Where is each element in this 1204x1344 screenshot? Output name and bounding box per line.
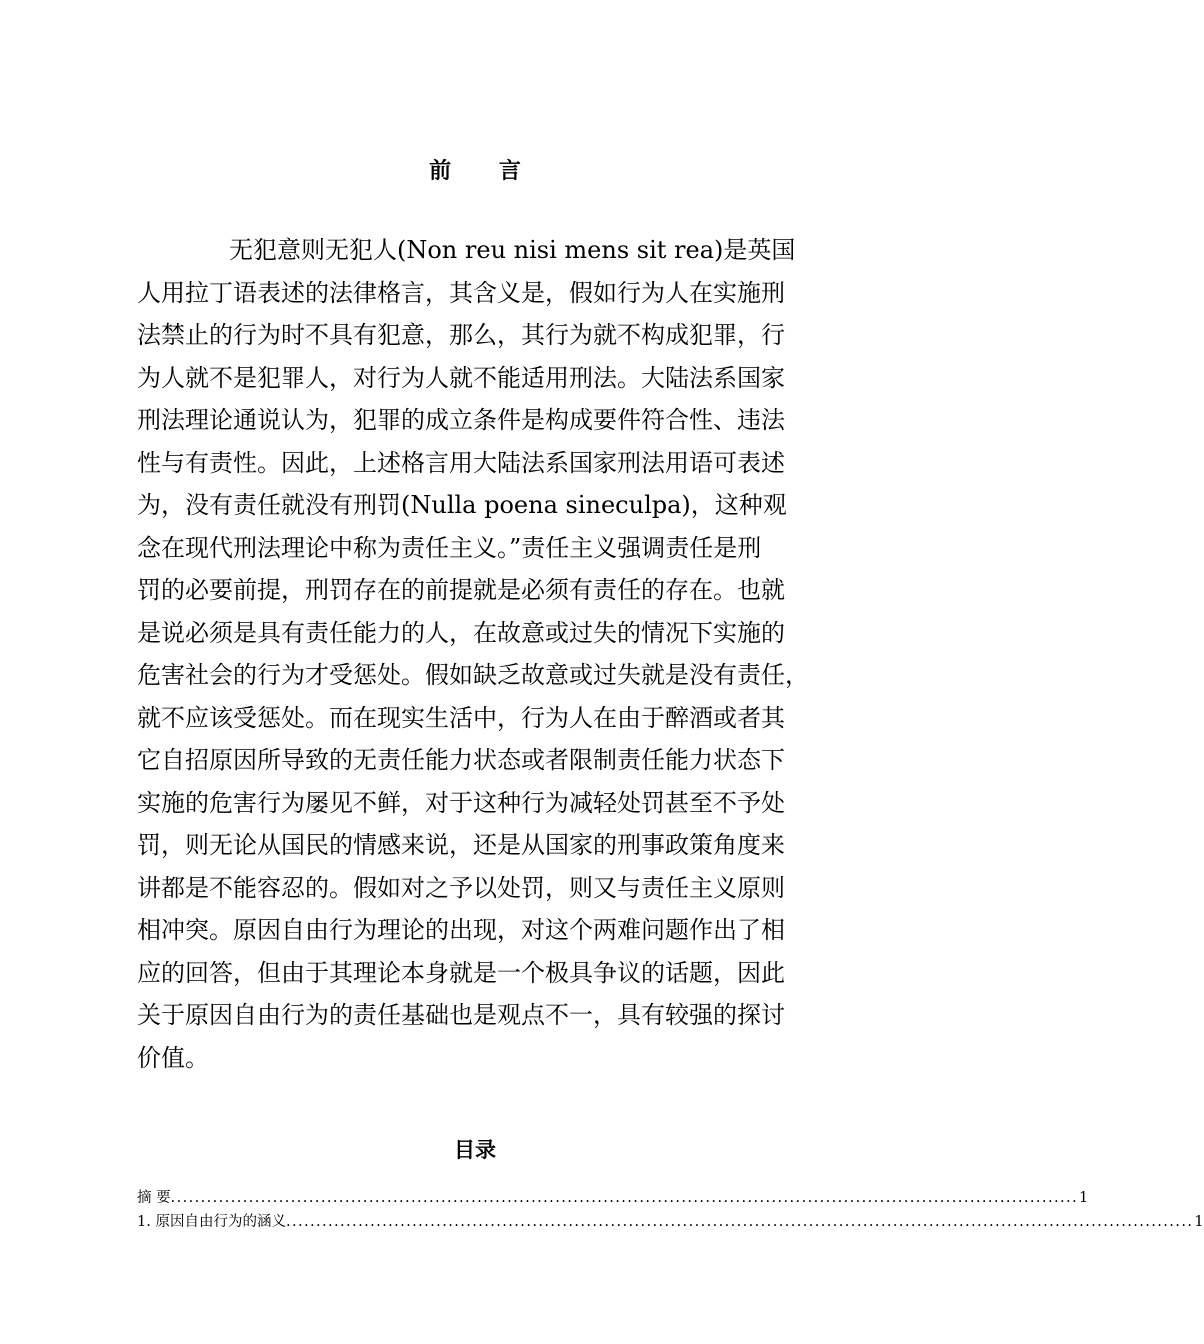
toc-entry-chapter-1[interactable] — [137, 1210, 1204, 1234]
paragraph-line: 它自招原因所导致的无责任能力状态或者限制责任能力状态下 — [137, 746, 785, 774]
toc-entry-label: 1. 原因自由行为的涵义 — [137, 1214, 286, 1230]
paragraph-line: 实施的危害行为屡见不鲜，对于这种行为减轻处罚甚至不予处 — [137, 788, 785, 817]
paragraph-line: 相冲突。原因自由行为理论的出现，对这个两难问题作出了相 — [137, 916, 785, 944]
paragraph-line: 法禁止的行为时不具有犯意，那么，其行为就不构成犯罪，行 — [137, 321, 785, 349]
paragraph-line: 刑法理论通说认为，犯罪的成立条件是构成要件符合性、违法 — [137, 406, 785, 434]
paragraph-line: 人用拉丁语表述的法律格言，其含义是，假如行为人在实施刑 — [137, 278, 785, 307]
paragraph-line: 无犯意则无犯人(Non reu nisi mens sit rea)是英国 — [229, 236, 796, 264]
paragraph-line: 是说必须是具有责任能力的人，在故意或过失的情况下实施的 — [137, 618, 785, 647]
toc-entry-page: 1 — [1079, 1190, 1089, 1206]
toc-leader-dots: ....................................................................................................................................................... — [170, 1190, 1078, 1206]
preface-paragraph — [137, 229, 827, 1079]
paragraph-line: 关于原因自由行为的责任基础也是观点不一，具有较强的探讨 — [137, 1001, 785, 1029]
toc-entry-label: 摘 要 — [137, 1190, 171, 1206]
paragraph-line: 为，没有责任就没有刑罚(Nulla poena sineculpa)，这种观 — [137, 491, 787, 519]
paragraph-line: 为人就不是犯罪人，对行为人就不能适用刑法。大陆法系国家 — [137, 363, 785, 392]
paragraph-line: 罚的必要前提，刑罚存在的前提就是必须有责任的存在。也就 — [137, 576, 785, 604]
paragraph-line: 性与有责性。因此，上述格言用大陆法系国家刑法用语可表述 — [137, 448, 785, 477]
toc-leader-dots: ....................................................................................................................................................... — [285, 1214, 1194, 1230]
paragraph-line: 讲都是不能容忍的。假如对之予以处罚，则又与责任主义原则 — [137, 873, 785, 902]
paragraph-line: 念在现代刑法理论中称为责任主义。”责任主义强调责任是刑 — [137, 533, 762, 562]
paragraph-line: 应的回答，但由于其理论本身就是一个极具争议的话题，因此 — [137, 958, 785, 987]
paragraph-line: 价值。 — [137, 1043, 209, 1072]
table-of-contents — [137, 1186, 1204, 1234]
preface-heading: 前 言 — [429, 159, 541, 184]
paragraph-line: 就不应该受惩处。而在现实生活中，行为人在由于醉酒或者其 — [137, 703, 785, 732]
paragraph-line: 危害社会的行为才受惩处。假如缺乏故意或过失就是没有责任， — [137, 661, 809, 689]
paragraph-line: 罚，则无论从国民的情感来说，还是从国家的刑事政策角度来 — [137, 831, 785, 859]
toc-entry-page: 1 — [1194, 1214, 1204, 1230]
toc-entry-abstract[interactable] — [137, 1186, 1089, 1210]
toc-heading: 目录 — [454, 1138, 496, 1162]
